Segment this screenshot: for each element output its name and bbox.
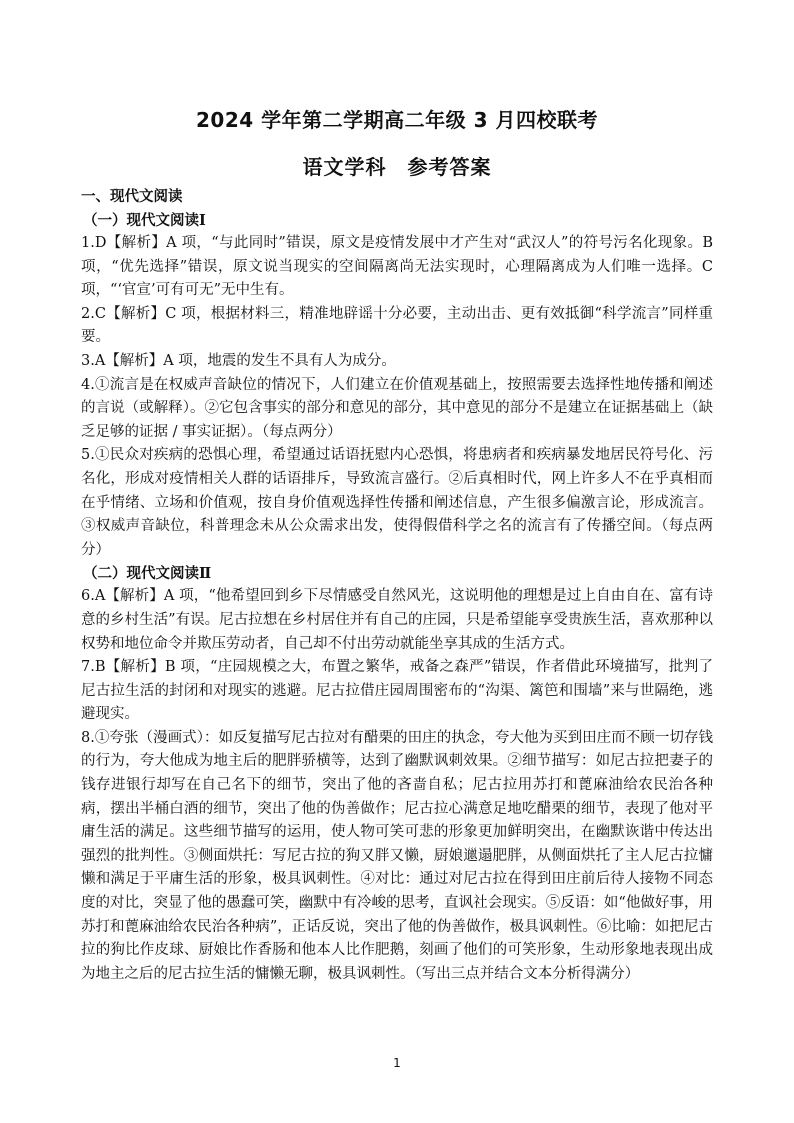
answer-item-3: 3.A【解析】A 项，地震的发生不具有人为成分。 <box>81 352 396 369</box>
subsection-heading-2: （二）现代文阅读Ⅱ <box>83 565 212 583</box>
answer-item-5: 5.①民众对疾病的恐惧心理，希望通过话语抚慰内心恐惧，将患病者和疾病暴发地居民符号化、污名化，形成对疫情相关人群的话语排斥，导致流言盛行。②后真相时代，网上许多人不在乎真相而在乎情绪、立场和价值观，按自身价值观选择性传播和阐述信息，产生很多偏激言论，形成流言。③权威声音缺位，科普理念未从公众需求出发，使得假借科学之名的流言有了传播空间。（每点两分） <box>81 447 713 558</box>
answer-item-4: 4.①流言是在权威声音缺位的情况下，人们建立在价值观基础上，按照需要去选择性地传播和阐述的言说（或解释）。②它包含事实的部分和意见的部分，其中意见的部分不是建立在证据基础上（缺乏足够的证据 / 事实证据）。（每点两分） <box>81 376 713 440</box>
answer-item-1: 1.D【解析】A 项，“与此同时”错误，原文是疫情发展中才产生对“武汉人”的符号污名化现象。B 项，“优先选择”错误，原文说当现实的空间隔离尚无法实现时，心理隔离成为人们唯一选择。C 项，“‘官宣’可有可无”无中生有。 <box>81 235 713 299</box>
page-number: 1 <box>393 1056 401 1070</box>
document-subtitle: 语文学科 参考答案 <box>302 155 492 179</box>
answer-item-6: 6.A【解析】A 项，“他希望回到乡下尽情感受自然风光，这说明他的理想是过上自由自在、富有诗意的乡村生活”有误。尼古拉想在乡村居住并有自己的庄园，只是希望能享受贵族生活，喜欢那种以权势和地位命令并欺压劳动者，自己却不付出劳动就能坐享其成的生活方式。 <box>81 588 713 652</box>
section-heading: 一、现代文阅读 <box>81 189 183 205</box>
subsection-heading-1: （一）现代文阅读Ⅰ <box>83 212 206 229</box>
answer-item-8: 8.①夸张（漫画式）：如反复描写尼古拉对有醋栗的田庄的执念，夸大他为买到田庄而不顾一切存钱的行为，夸大他成为地主后的肥胖骄横等，达到了幽默讽刺效果。②细节描写：如尼古拉把妻子的钱存进银行却写在自己名下的细节，突出了他的吝啬自私；尼古拉用苏打和蓖麻油给农民治各种病，摆出半桶白酒的细节，突出了他的伪善做作；尼古拉心满意足地吃醋栗的细节，表现了他对平庸生活的满足。这些细节描写的运用，使人物可笑可悲的形象更加鲜明突出，在幽默诙谐中传达出强烈的批判性。③侧面烘托：写尼古拉的狗又胖又懒，厨娘邋遢肥胖，从侧面烘托了主人尼古拉慵懒和满足于平庸生活的形象，极具讽刺性。④对比：通过对尼古拉在得到田庄前后待人接物不同态度的对比，突显了他的愚蠢可笑，幽默中有冷峻的思考，直讽社会现实。⑤反语：如“他做好事，用苏打和蓖麻油给农民治各种病”，正话反说，突出了他的伪善做作，极具讽刺性。⑥比喻：如把尼古拉的狗比作皮球、厨娘比作香肠和他本人比作肥鹅，刻画了他们的可笑形象，生动形象地表现出成为地主之后的尼古拉生活的慵懒无聊，极具讽刺性。（写出三点并结合文本分析得满分） <box>81 729 713 982</box>
document-title: 2024 学年第二学期高二年级 3 月四校联考 <box>196 108 598 132</box>
answer-item-7: 7.B【解析】B 项，“庄园规模之大，布置之繁华，戒备之森严”错误，作者借此环境描写，批判了尼古拉生活的封闭和对现实的逃避。尼古拉借庄园周围密布的“沟渠、篱笆和围墙”来与世隔绝，逃避现实。 <box>81 659 713 723</box>
answer-body <box>81 186 713 986</box>
answer-item-2: 2.C【解析】C 项，根据材料三，精准地辟谣十分必要，主动出击、更有效抵御“科学流言”同样重要。 <box>81 305 713 346</box>
